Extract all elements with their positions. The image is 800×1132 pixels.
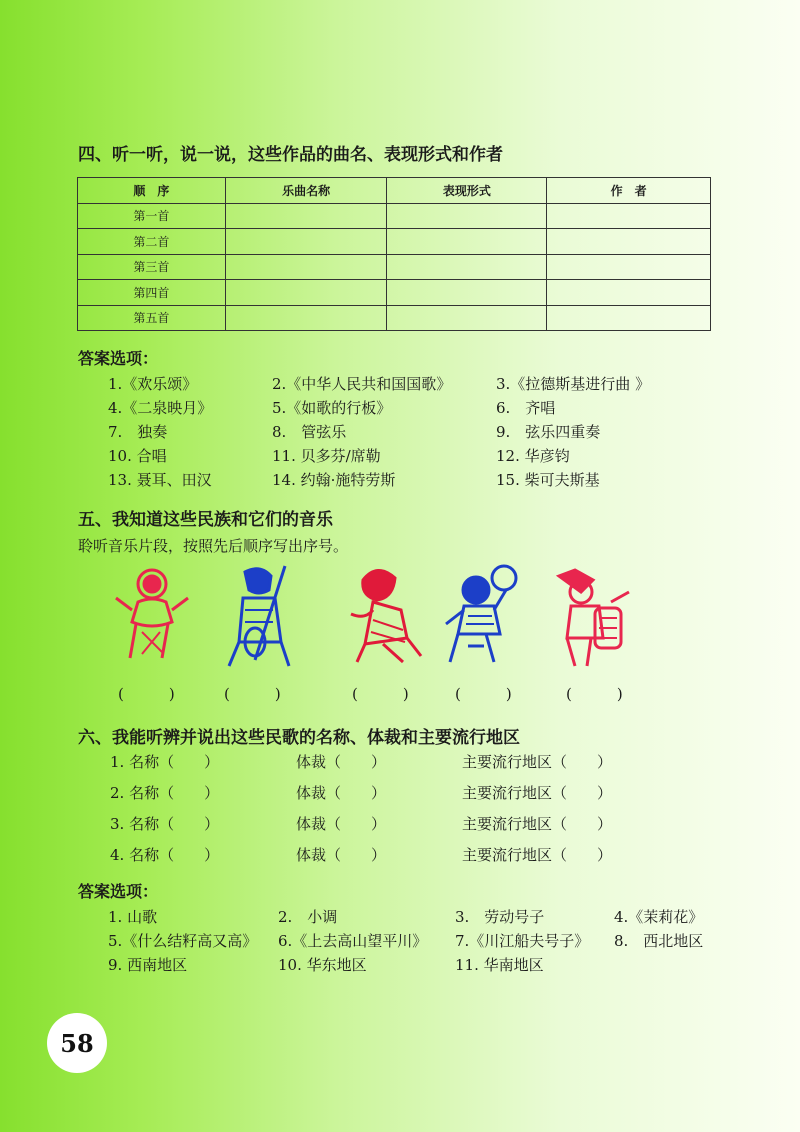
row-label: 第一首 [78,203,226,229]
answer-blank[interactable]: ( ) [224,685,281,703]
papercut-dancer-icon [343,560,429,666]
answer-blank[interactable]: ( ) [566,685,623,703]
option-item: 13. 聂耳、田汉 [108,471,212,489]
option-item: 9. 弦乐四重奏 [496,423,601,441]
table-row [78,305,711,331]
option-item: 8. 管弦乐 [272,423,347,441]
section6-title: 六、我能听辨并说出这些民歌的名称、体裁和主要流行地区 [78,728,520,748]
works-table [77,177,711,331]
option-item: 10. 合唱 [108,447,167,465]
option-item: 1.《欢乐颂》 [108,375,198,393]
option-item: 12. 华彦钧 [496,447,570,465]
song-name-blank[interactable]: 4. 名称（ ） [110,846,220,864]
answer-cell[interactable] [547,229,711,255]
option-item: 15. 柴可夫斯基 [496,471,600,489]
row-label: 第四首 [78,280,226,306]
option-item: 5.《如歌的行板》 [272,399,392,417]
header-form: 表现形式 [387,178,547,204]
option-item: 3. 劳动号子 [455,908,545,926]
section5-title: 五、我知道这些民族和它们的音乐 [78,510,333,530]
option-item: 9. 西南地区 [108,956,188,974]
song-genre-blank[interactable]: 体裁（ ） [296,815,387,833]
song-region-blank[interactable]: 主要流行地区（ ） [462,846,613,864]
option-item: 7. 独奏 [108,423,168,441]
answer-cell[interactable] [225,280,387,306]
option-item: 7.《川江船夫号子》 [455,932,590,950]
papercut-drum-dancer-icon [545,562,635,668]
section5-instruction: 聆听音乐片段，按照先后顺序写出序号。 [78,537,349,555]
song-genre-blank[interactable]: 体裁（ ） [296,784,387,802]
answer-cell[interactable] [225,229,387,255]
header-author: 作 者 [547,178,711,204]
option-item: 2.《中华人民共和国国歌》 [272,375,452,393]
option-item: 2. 小调 [278,908,338,926]
header-title: 乐曲名称 [225,178,387,204]
option-item: 4.《茉莉花》 [614,908,704,926]
answer-cell[interactable] [547,305,711,331]
page-number: 58 [47,1013,107,1073]
answer-cell[interactable] [387,229,547,255]
row-label: 第二首 [78,229,226,255]
table-row [78,254,711,280]
song-region-blank[interactable]: 主要流行地区（ ） [462,815,613,833]
header-order: 顺 序 [78,178,226,204]
option-item: 6. 齐唱 [496,399,556,417]
song-region-blank[interactable]: 主要流行地区（ ） [462,753,613,771]
answer-cell[interactable] [225,254,387,280]
option-item: 10. 华东地区 [278,956,367,974]
table-row [78,203,711,229]
section6-answer-title: 答案选项： [78,882,159,901]
answer-blank[interactable]: ( ) [118,685,175,703]
answer-cell[interactable] [387,280,547,306]
option-item: 11. 华南地区 [455,956,544,974]
option-item: 3.《拉德斯基进行曲 》 [496,375,651,393]
option-item: 5.《什么结籽高又高》 [108,932,258,950]
option-item: 8. 西北地区 [614,932,704,950]
answer-cell[interactable] [225,305,387,331]
answer-cell[interactable] [547,280,711,306]
answer-cell[interactable] [387,254,547,280]
papercut-drummer-icon [440,562,526,668]
song-genre-blank[interactable]: 体裁（ ） [296,753,387,771]
row-label: 第三首 [78,254,226,280]
song-name-blank[interactable]: 2. 名称（ ） [110,784,220,802]
row-label: 第五首 [78,305,226,331]
song-region-blank[interactable]: 主要流行地区（ ） [462,784,613,802]
papercut-musician-icon [215,562,305,672]
option-item: 4.《二泉映月》 [108,399,213,417]
answer-cell[interactable] [547,254,711,280]
answer-cell[interactable] [225,203,387,229]
answer-cell[interactable] [547,203,711,229]
section4-title: 四、听一听，说一说，这些作品的曲名、表现形式和作者 [78,145,503,165]
option-item: 11. 贝多芬/席勒 [272,447,381,465]
song-name-blank[interactable]: 3. 名称（ ） [110,815,220,833]
table-row [78,229,711,255]
song-genre-blank[interactable]: 体裁（ ） [296,846,387,864]
table-header-row [78,178,711,204]
papercut-dancer-icon [112,562,192,667]
answer-blank[interactable]: ( ) [455,685,512,703]
option-item: 14. 约翰·施特劳斯 [272,471,396,489]
answer-blank[interactable]: ( ) [352,685,409,703]
answer-cell[interactable] [387,203,547,229]
option-item: 6.《上去高山望平川》 [278,932,428,950]
answer-cell[interactable] [387,305,547,331]
table-row [78,280,711,306]
option-item: 1. 山歌 [108,908,158,926]
section4-answer-title: 答案选项： [78,349,159,368]
song-name-blank[interactable]: 1. 名称（ ） [110,753,220,771]
